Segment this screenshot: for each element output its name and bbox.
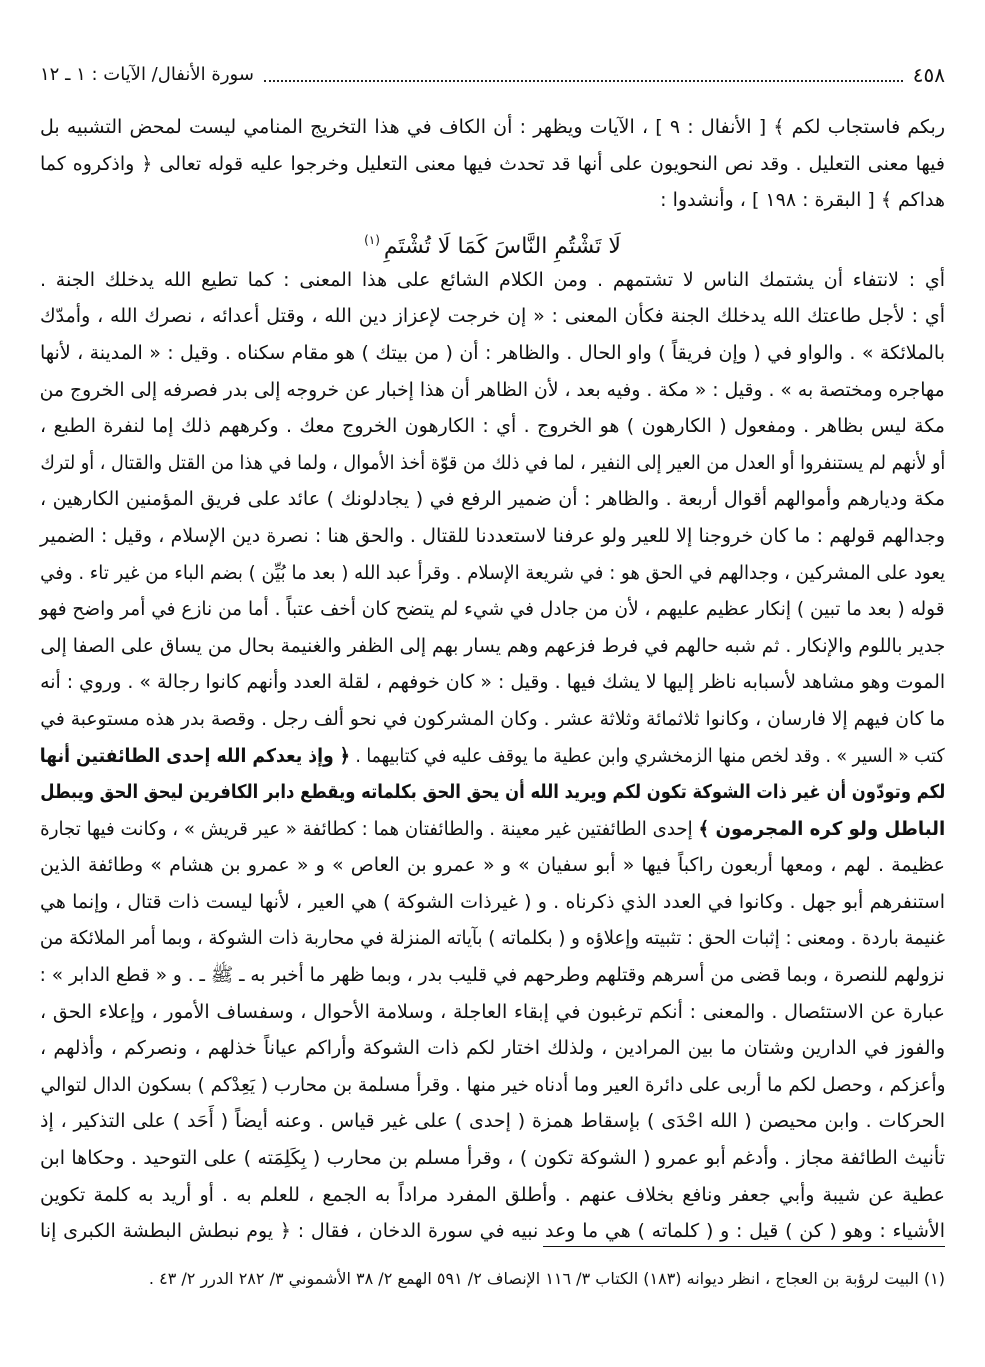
- text-segment: هداكم ﴾ [ البقرة : ١٩٨ ] ، وأنشدوا :: [660, 189, 945, 212]
- quran-verse-segment: الباطل ولو كره المجرمون ﴾: [698, 817, 945, 840]
- text-line: [40, 664, 945, 701]
- line-content: [40, 146, 945, 183]
- page-number: ٤٥٨: [912, 63, 945, 87]
- text-segment: يعود على المشركين ، وجدالهم في الحق هو : في شريعة الإسلام . وقرأ عبد الله ( بعد ما بُيِّن ) بضم الباء من غير تاء . وفي: [39, 561, 945, 584]
- line-content: [40, 591, 945, 628]
- text-segment: وأعزكم ، وحصل لكم ما أربى على دائرة العير وما أدناه خير منها . وقرأ مسلمة بن محارب ( يَعِدْكم ) بسكون الدال لتوالي: [40, 1073, 945, 1096]
- line-content: [40, 298, 945, 335]
- text-line: [40, 481, 945, 518]
- text-segment: مهاجره ومختصة به » . وقيل : « مكة . وفيه بعد ، لأن الظاهر أن هذا إخبار عن خروجه إلى بدر فصرفه إلى الخروج من: [39, 378, 945, 401]
- text-line: [40, 1140, 945, 1177]
- text-line: [40, 372, 945, 409]
- text-segment: عبارة عن الاستئصال . والمعنى : أنكم ترغبون في إبقاء العاجلة ، وسلامة الأحوال ، وسفساف الأمور ، وإعلاء الحق ،: [40, 1000, 945, 1023]
- leader-dots: [264, 80, 903, 82]
- text-line: [40, 847, 945, 884]
- text-segment: نزولهم للنصرة ، وبما قضى من أسرهم وقتلهم وطرحهم في قليب بدر ، وبما ظهر ما أخبر به ـ ﷺ ـ . و « قطع الدابر » :: [40, 964, 945, 987]
- text-line: [40, 591, 945, 628]
- text-line: [40, 628, 945, 665]
- text-segment: مكة وديارهم وأموالهم أقوال أربعة . والظاهر : أن ضمير الرفع في ( يجادلونك ) عائد على فريق المؤمنين الكارهين ،: [40, 488, 945, 511]
- footnote-text: (١) البيت لرؤبة بن العجاج ، انظر ديوانه (١٨٣) الكتاب ٣/ ١١٦ الإنصاف ٢/ ٥٩١ الهمع ٢/ ٣٨ الأشموني ٣/ ٢٨٢ الدرر ٢/ ٤٣ .: [148, 1269, 945, 1288]
- text-line: [40, 1213, 945, 1250]
- line-content: [40, 555, 945, 592]
- line-content: [40, 1030, 945, 1067]
- footnote: [40, 1264, 945, 1294]
- footnote-separator: [543, 1246, 945, 1247]
- text-line: [40, 1177, 945, 1214]
- text-line: [40, 701, 945, 738]
- text-line: [40, 738, 945, 775]
- line-content: [660, 182, 945, 219]
- text-line: [40, 1030, 945, 1067]
- text-line: [40, 262, 945, 299]
- running-header: [40, 60, 945, 90]
- line-content: [40, 884, 945, 921]
- quran-verse-segment: لكم وتودّون أن غير ذات الشوكة تكون لكم ويريد الله أن يحق الحق بكلماته ويقطع دابر الكافرين ليحق الحق ويبطل: [39, 781, 945, 804]
- text-line: [40, 408, 945, 445]
- text-segment: إحدى الطائفتين غير معينة . والطائفتان هما : كطائفة « عير قريش » ، وكانت فيها تجارة: [39, 817, 699, 840]
- line-content: [40, 1213, 945, 1250]
- text-line: [40, 1103, 945, 1140]
- line-content: [40, 774, 945, 811]
- text-segment: فيها معنى التعليل . وقد نص النحويون على أنها قد تحدث فيها معنى التعليل وخرجوا عليه قوله تعالى ﴿ واذكروه كما: [40, 152, 945, 175]
- text-segment: والفوز في الدارين وشتان ما بين المرادين ، ولذلك اختار لكم ذات الشوكة وأراكم عياناً خذلهم ، ونصركم ، وأذلهم ،: [40, 1037, 945, 1060]
- text-segment: قوله ( بعد ما تبين ) إنكار عظيم عليهم ، لأن من جادل في شيء لم يتضح كان أخف عتباً . أما من نازع في أمر واضح فهو: [39, 598, 945, 621]
- line-content: [40, 957, 945, 994]
- line-content: [40, 335, 945, 372]
- text-segment: عظيمة . لهم ، ومعها أربعون راكباً فيها « أبو سفيان » و « عمرو بن العاص » و « عمرو بن هشام » وطائفة الذين: [40, 854, 945, 877]
- line-content: [40, 109, 945, 146]
- line-content: [40, 481, 945, 518]
- text-segment: كتب « السير » . وقد لخص منها الزمخشري وابن عطية ما يوقف عليه في كتابيهما .: [350, 744, 946, 767]
- line-content: [40, 847, 945, 884]
- line-content: [40, 1140, 945, 1177]
- line-content: [40, 994, 945, 1031]
- text-segment: ربكم فاستجاب لكم ﴾ [ الأنفال : ٩ ] ، الآيات ويظهر : أن الكاف في هذا التخريج المنامي ليست لمحض التشبيه بل: [40, 116, 946, 138]
- text-segment: أي : لانتفاء أن يشتمك الناس لا تشتمهم . ومن الكلام الشائع على هذا المعنى : كما تطيع الله يدخلك الجنة .: [40, 268, 945, 291]
- line-content: [40, 920, 945, 957]
- quoted-verse: [40, 219, 945, 262]
- body-text: [40, 109, 945, 1250]
- text-segment: أي : لأجل طاعتك الله يدخلك الجنة فكأن المعنى : « إن خرجت لإعزاز دين الله ، وقتل أعدائه ، نصرك الله ، وأمدّك: [40, 305, 945, 328]
- text-line: [40, 1067, 945, 1104]
- text-segment: استنفرهم أبو جهل . وكانوا في العدد الذي ذكرناه . و ( غيرذات الشوكة ) هي العير ، لأنها ليست ذات قتال ، وإنما هي: [40, 890, 945, 913]
- text-segment: مكة ليس بظاهر . ومفعول ( الكارهون ) هو الخروج . أي : الكارهون الخروج معك . وكرههم ذلك إما لنفرة الطبع ،: [40, 415, 945, 438]
- line-content: [40, 811, 945, 848]
- text-line: [40, 994, 945, 1031]
- line-content: [40, 408, 945, 445]
- line-content: [40, 445, 945, 482]
- text-line: [40, 445, 945, 482]
- text-line: [40, 109, 945, 146]
- text-line: [40, 920, 945, 957]
- text-line: [40, 555, 945, 592]
- quran-verse-segment: ﴿ وإذ يعدكم الله إحدى الطائفتين أنها: [40, 744, 351, 767]
- text-segment: الموت وهو مشاهد لأسبابه ناظر إليها لا يشك فيها . وقيل : « كان خوفهم ، لقلة العدد وأنهم كانوا رجالة » . وروي : أنه: [39, 671, 945, 694]
- text-line: [40, 335, 945, 372]
- line-content: [40, 1103, 945, 1140]
- line-content: [40, 738, 945, 775]
- text-segment: جدير باللوم والإنكار . ثم شبه حالهم في فرط فزعهم وهم يسار بهم إلى الظفر والغنيمة بحال من يساق على الصفا إلى: [40, 634, 945, 657]
- text-line: [40, 774, 945, 811]
- text-line: [40, 182, 945, 219]
- text-segment: الحركات . وابن محيصن ( الله احْدَى ) بإسقاط همزة ( إحدى ) على غير قياس . وعنه أيضاً ( أَحَد ) على التذكير ، إذ: [40, 1110, 945, 1133]
- text-segment: عطية عن شيبة وأبي جعفر ونافع بخلاف عنهم . وأطلق المفرد مراداً به الجمع ، للعلم به . أو أريد به كلمة تكوين: [40, 1183, 945, 1206]
- text-line: [40, 811, 945, 848]
- text-segment: ما كان فيهم إلا فارسان ، وكانوا ثلاثمائة وثلاثة عشر . وكان المشركون في نحو ألف رجل . وقصة بدر هذه مستوعبة في: [40, 707, 945, 730]
- line-content: [40, 372, 945, 409]
- line-content: [40, 628, 945, 665]
- line-content: [40, 1177, 945, 1214]
- text-segment: الأشياء : وهو ( كن ) قيل : و ( كلماته ) هي ما وعد نبيه في سورة الدخان ، فقال : ﴿ يوم نبطش البطشة الكبرى إنا: [40, 1220, 945, 1243]
- line-content: [40, 262, 945, 299]
- text-line: [40, 957, 945, 994]
- running-title: سورة الأنفال/ الآيات : ١ ـ ١٢: [40, 64, 254, 85]
- text-segment: وجدالهم قولهم : ما كان خروجنا إلا للعير ولو عرفنا لاستعددنا للقتال . والحق هنا : نصرة دين الإسلام ، وقيل : الضمير: [40, 524, 945, 547]
- text-segment: أو لأنهم لم يستنفروا أو العدل من العير إلى النفير ، لما في ذلك من قوّة أخذ الأموال ، ولما في هذا من القتل والقتال ، أو لترك: [39, 451, 945, 474]
- footnote-content: [149, 1264, 945, 1294]
- text-segment: تأنيث الطائفة مجاز . وأدغم أبو عمرو ( الشوكة تكون ) ، وقرأ مسلم بن محارب ( بِكَلِمَته ) على التوحيد . وحكاها ابن: [40, 1147, 945, 1170]
- line-content: [40, 1067, 945, 1104]
- verse-text: لَا تَشْتُمِ النَّاسَ كَمَا لَا تُشْتَمِ: [383, 233, 621, 259]
- text-segment: غنيمة باردة . ومعنى : إثبات الحق : تثبيته وإعلاؤه و ( بكلماته ) بآياته المنزلة في محاربة ذات الشوكة ، وبما أمر الملائكة من: [39, 927, 945, 950]
- footnote-reference: (١): [364, 232, 380, 247]
- line-content: [40, 664, 945, 701]
- text-line: [40, 884, 945, 921]
- line-content: [40, 701, 945, 738]
- text-line: [40, 146, 945, 183]
- text-line: [40, 518, 945, 555]
- text-segment: بالملائكة » . والواو في ( وإن فريقاً ) واو الحال . والظاهر : أن ( من بيتك ) هو مقام سكناه . وقيل : « المدينة ، لأنها: [40, 341, 945, 364]
- line-content: [40, 518, 945, 555]
- text-line: [40, 298, 945, 335]
